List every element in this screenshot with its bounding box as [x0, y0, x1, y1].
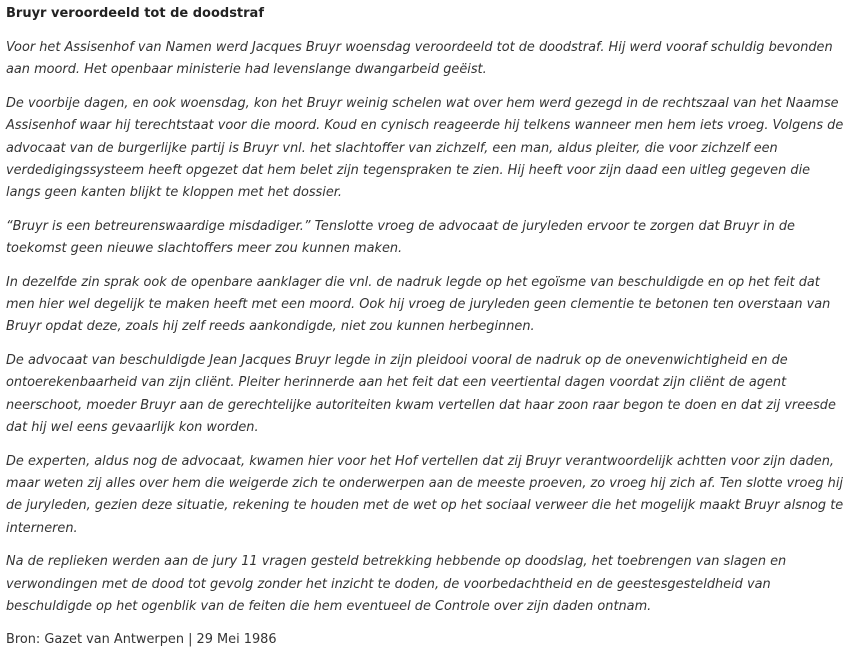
- article-paragraph-4: In dezelfde zin sprak ook de openbare aanklager die vnl. de nadruk legde op het egoïsme van beschuldigde en op het feit dat men hier wel degelijk te maken heeft met een moord. Ook hij vroeg de juryleden geen clementie te betonen ten overstaan van Bruyr opdat deze, zoals hij zelf reeds aankondigde, niet zou kunnen herbeginnen.: [6, 274, 831, 335]
- article-paragraph-7: Na de replieken werden aan de jury 11 vragen gesteld betrekking hebbende op doodslag, het toebrengen van slagen en verwondingen met de dood tot gevolg zonder het inzicht te doden, de voorbedachtheid en de geestesgesteldheid van beschuldigde op het ogenblik van de feiten die hem eventueel de Controle over zijn daden ontnam.: [6, 554, 787, 614]
- article-paragraph-1: Voor het Assisenhof van Namen werd Jacques Bruyr woensdag veroordeeld tot de doodstraf. Hij werd vooraf schuldig bevonden aan moord. Het openbaar ministerie had levenslange dwangarbeid geëist.: [6, 40, 833, 78]
- article-paragraph-6: De experten, aldus nog de advocaat, kwamen hier voor het Hof vertellen dat zij Bruyr verantwoordelijk achtten voor zijn daden, maar weten zij alles over hem die weigerde zich te onderwerpen aan de meeste proeven, zo vroeg hij zich af. Ten slotte vroeg hij de juryleden, gezien deze situatie, rekening te houden met de wet op het sociaal verweer die het mogelijk maakt Bruyr alsnog te interneren.: [6, 453, 844, 536]
- article-paragraph-2: De voorbije dagen, en ook woensdag, kon het Bruyr weinig schelen wat over hem werd gezegd in de rechtszaal van het Naamse Assisenhof waar hij terechtstaat voor die moord. Koud en cynisch reageerde hij telkens wanneer men hem iets vroeg. Volgens de advocaat van de burgerlijke partij is Bruyr vnl. het slachtoffer van zichzelf, een man, aldus pleiter, die voor zichzelf een verdedigingssysteem heeft opgezet dat hem belet zijn tegenspraken te zien. Hij heeft voor zijn daad een uitleg gegeven die langs geen kanten blijkt te kloppen met het dossier.: [6, 95, 844, 201]
- article-paragraph-5: De advocaat van beschuldigde Jean Jacques Bruyr legde in zijn pleidooi vooral de nadruk op de onevenwichtigheid en de ontoerekenbaarheid van zijn cliënt. Pleiter herinnerde aan het feit dat een veertiental dagen voordat zijn cliënt de agent neerschoot, moeder Bruyr aan de gerechtelijke autoriteiten kwam vertellen dat haar zoon raar begon te doen en dat zij vreesde dat hij wel eens gevaarlijk kon worden.: [6, 352, 836, 436]
- article-title: Bruyr veroordeeld tot de doodstraf: [6, 6, 264, 21]
- article-paragraph-3: “Bruyr is een betreurenswaardige misdadiger.” Tenslotte vroeg de advocaat de juryleden ervoor te zorgen dat Bruyr in de toekomst geen nieuwe slachtoffers meer zou kunnen maken.: [6, 218, 795, 257]
- article-source: Bron: Gazet van Antwerpen | 29 Mei 1986: [6, 632, 277, 648]
